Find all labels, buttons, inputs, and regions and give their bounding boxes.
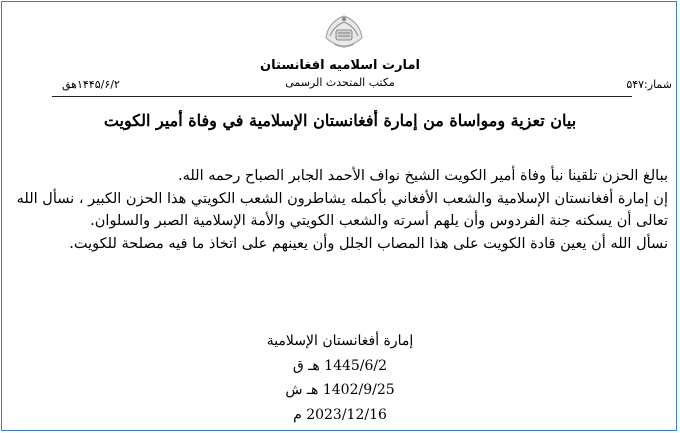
- signature-date-gregorian: 2023/12/16 م: [293, 406, 387, 423]
- signature-org: إمارة أفغانستان الإسلامية: [266, 333, 414, 349]
- organization-name: امارت اسلامیه افغانستان: [260, 58, 420, 73]
- signature-date-hijri-lunar: 1445/6/2 هـ ق: [292, 357, 388, 374]
- body-paragraph: ببالغ الحزن تلقينا نبأ وفاة أمير الكويت الشيخ نواف الأحمد الجابر الصباح رحمه الله.: [178, 168, 668, 184]
- header-divider: [52, 96, 632, 97]
- signature-block: [0, 329, 680, 427]
- statement-title: بيان تعزية ومواساة من إمارة أفغانستان الإسلامية في وفاة أمير الكويت: [103, 111, 577, 130]
- statement-body: [8, 165, 668, 255]
- office-name: مکتب المتحدث الرسمی: [285, 76, 395, 89]
- body-paragraph: إن إمارة أفغانستان الإسلامية والشعب الأفغاني بأكمله يشاطرون الشعب الكويتي هذا الحزن الكبير ، نسأل الله تعالى أن يسكنه جنة الفردوس وأن يلهم أسرته والشعب الكويتي والأمة الإسلامية الصبر والسلوان.: [16, 190, 668, 229]
- signature-date-hijri-solar: 1402/9/25 هـ ش: [285, 382, 395, 398]
- body-paragraph: نسأل الله أن يعين قادة الكويت على هذا المصاب الجلل وأن يعينهم على اتخاذ ما فيه مصلحة للكويت.: [69, 235, 668, 252]
- reference-number: شمار:۵۴۷: [626, 78, 672, 91]
- header-date: ۱۴۴۵/۶/۲هق: [62, 78, 120, 91]
- emirate-emblem-icon: [322, 8, 366, 52]
